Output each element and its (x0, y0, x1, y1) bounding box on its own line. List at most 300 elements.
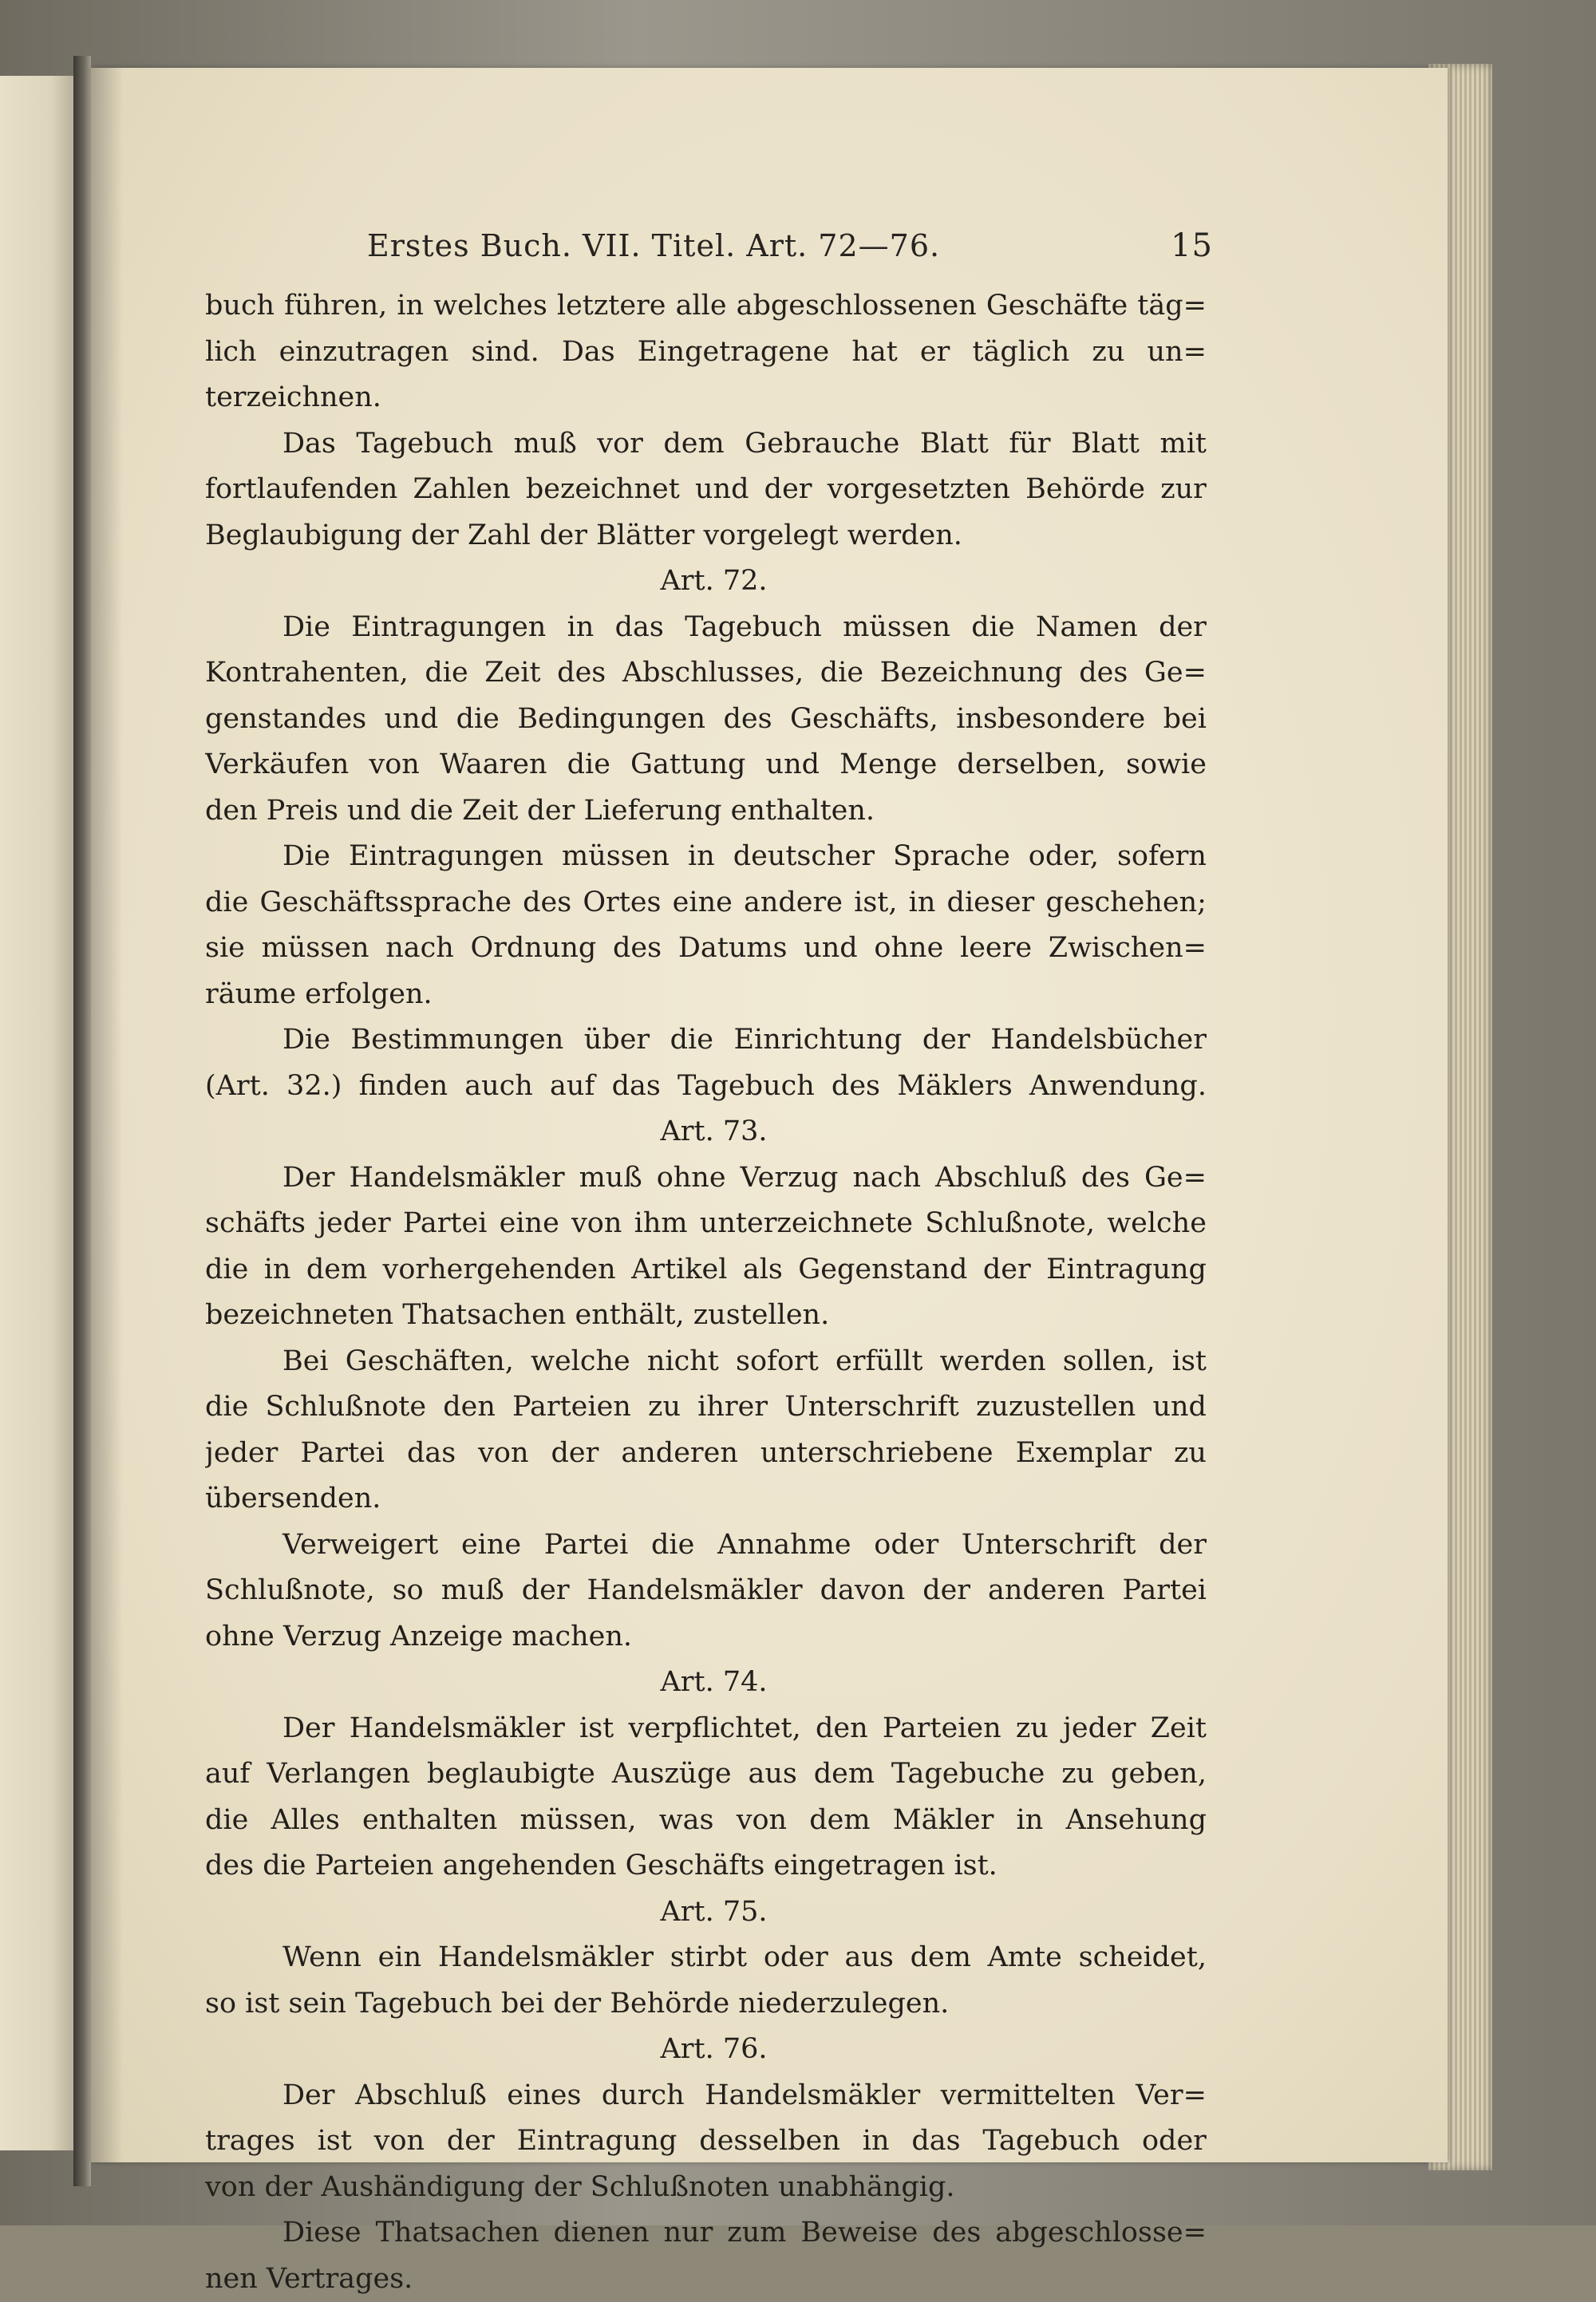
word: sie (205, 926, 245, 972)
word: erfüllt (836, 1339, 922, 1385)
word: Der (282, 1155, 335, 1202)
word: geschehen; (1045, 880, 1207, 926)
word: geben, (1111, 1751, 1207, 1798)
word: lich (205, 330, 257, 376)
word: des (1079, 650, 1128, 697)
word: Ge= (1144, 650, 1207, 697)
word: muß (514, 421, 577, 468)
word: Der (282, 1706, 335, 1752)
word: verpflichtet, (628, 1706, 800, 1752)
word: bezeichnet (526, 467, 680, 513)
word: er (920, 330, 950, 376)
word: sofort (736, 1339, 819, 1385)
word: zu (1092, 330, 1124, 376)
word: Zeit (484, 650, 540, 697)
word: zur (1160, 467, 1207, 513)
word: welche (531, 1339, 630, 1385)
word: Der (282, 2073, 335, 2119)
word: Bedingungen (517, 697, 705, 743)
text-line: übersenden. (205, 1476, 1207, 1522)
word: davon (820, 1568, 906, 1614)
word: Das (282, 421, 336, 468)
text-line: von der Aushändigung der Schlußnoten unabhängig. (205, 2165, 1207, 2211)
word: Kontrahenten, (205, 650, 409, 697)
word: ist (579, 1706, 614, 1752)
text-line (205, 1155, 1207, 1202)
word: als (743, 1247, 783, 1293)
word: Mäklers (897, 1064, 1013, 1110)
word: Ge= (1144, 1155, 1207, 1202)
word: nach (385, 926, 454, 972)
word: Datums (678, 926, 788, 972)
word: Bei (282, 1339, 329, 1385)
word: von (571, 1201, 622, 1247)
word: müssen (262, 926, 369, 972)
word: deutscher (733, 834, 875, 880)
word: in (1017, 1798, 1044, 1844)
word: fortlaufenden (205, 467, 397, 513)
word: muß (579, 1155, 642, 1202)
word: oder (764, 1935, 828, 1981)
text-line: nen Vertrages. (205, 2257, 1207, 2302)
word: einzutragen (279, 330, 449, 376)
word: Parteien (883, 1706, 1001, 1752)
word: ist, (854, 880, 897, 926)
word: der (1159, 605, 1207, 651)
word: Artikel (631, 1247, 727, 1293)
word: dem (809, 1798, 870, 1844)
word: Unterschrift (784, 1384, 959, 1431)
word: Auszüge (612, 1751, 732, 1798)
word: welche (1107, 1201, 1207, 1247)
text-line (205, 605, 1207, 651)
word: Wenn (282, 1935, 361, 1981)
word: in (909, 880, 936, 926)
text-line (205, 2118, 1207, 2165)
word: hat (851, 330, 897, 376)
word: durch (602, 2073, 685, 2119)
word: des (523, 880, 571, 926)
text-line (205, 1431, 1207, 1477)
word: Geschäftssprache (259, 880, 511, 926)
word: aus (845, 1935, 894, 1981)
word: sofern (1117, 834, 1207, 880)
word: ein (378, 1935, 421, 1981)
fold-shadow (91, 68, 123, 2162)
word: was (659, 1798, 714, 1844)
word: dem (911, 1935, 971, 1981)
text-line (205, 1751, 1207, 1798)
word: Eintragung (1046, 1247, 1207, 1293)
article-heading: Art. 74. (205, 1660, 1207, 1706)
word: Abschlusses, (622, 650, 804, 697)
word: werden (940, 1339, 1046, 1385)
word: dienen (554, 2210, 650, 2257)
word: dem (663, 421, 724, 468)
page-number: 15 (1171, 227, 1213, 264)
word: Tagebuch (356, 421, 493, 468)
word: die (205, 880, 248, 926)
body-text (205, 283, 1207, 2302)
word: Schlußnote, (925, 1201, 1095, 1247)
word: in (688, 834, 715, 880)
word: Tagebuch (982, 2118, 1120, 2165)
text-line (205, 1568, 1207, 1614)
word: des (557, 650, 606, 697)
word: der (922, 1017, 970, 1064)
word: schäfts (205, 1201, 306, 1247)
word: nicht (647, 1339, 719, 1385)
word: von (369, 742, 419, 788)
word: die (567, 742, 610, 788)
text-line (205, 330, 1207, 376)
word: in (264, 1247, 291, 1293)
word: in (863, 2118, 890, 2165)
word: zum (727, 2210, 786, 2257)
word: die (456, 697, 500, 743)
word: des (932, 2210, 981, 2257)
text-line (205, 421, 1207, 468)
word: müssen, (519, 1798, 636, 1844)
word: Parteien (512, 1384, 631, 1431)
word: und (766, 742, 820, 788)
word: scheidet, (1079, 1935, 1207, 1981)
word: Bezeichnung (880, 650, 1063, 697)
word: Verkäufen (205, 742, 349, 788)
text-line: ohne Verzug Anzeige machen. (205, 1614, 1207, 1660)
word: zu (1016, 1706, 1049, 1752)
word: vor (597, 421, 643, 468)
word: zuzustellen (976, 1384, 1136, 1431)
word: führen, (284, 283, 387, 330)
word: unterzeichnete (700, 1201, 913, 1247)
word: sowie (1126, 742, 1207, 788)
word: den (443, 1384, 496, 1431)
word: vorhergehenden (383, 1247, 616, 1293)
text-line (205, 1017, 1207, 1064)
word: von (478, 1431, 528, 1477)
word: Verzug (741, 1155, 839, 1202)
word: Partei (403, 1201, 488, 1247)
word: andere (744, 880, 843, 926)
word: oder (874, 1522, 938, 1569)
word: Zahlen (413, 467, 510, 513)
word: bei (1163, 697, 1207, 743)
word: zu (1174, 1431, 1207, 1477)
word: muß (441, 1568, 504, 1614)
word: ohne (657, 1155, 726, 1202)
word: Annahme (717, 1522, 851, 1569)
word: anderen (621, 1431, 738, 1477)
word: des (723, 697, 772, 743)
word: eine (673, 880, 733, 926)
word: alle (676, 283, 727, 330)
word: ihm (634, 1201, 688, 1247)
word: jeder (205, 1431, 278, 1477)
word: Die (282, 605, 330, 651)
text-line (205, 1706, 1207, 1752)
word: unterschriebene (760, 1431, 994, 1477)
word: Thatsachen (376, 2210, 539, 2257)
word: der (1159, 1522, 1207, 1569)
word: Ansehung (1065, 1798, 1207, 1844)
word: Sprache (893, 834, 1010, 880)
text-line (205, 1798, 1207, 1844)
word: der (551, 1431, 599, 1477)
word: leere (960, 926, 1032, 972)
word: und (1152, 1384, 1207, 1431)
word: Blatt (1071, 421, 1140, 468)
text-line (205, 467, 1207, 513)
word: oder (1142, 2118, 1207, 2165)
word: eine (461, 1522, 521, 1569)
text-line (205, 1935, 1207, 1981)
word: Namen (1036, 605, 1138, 651)
word: Handelsmäkler (705, 2073, 920, 2119)
word: Handelsmäkler (350, 1155, 565, 1202)
word: vermittelten (941, 2073, 1116, 2119)
text-line (205, 742, 1207, 788)
word: Ordnung (470, 926, 596, 972)
word: Partei (544, 1522, 629, 1569)
text-line (205, 880, 1207, 926)
word: Handelsbücher (990, 1017, 1207, 1064)
word: Blatt (920, 421, 989, 468)
word: mit (1160, 421, 1207, 468)
word: Eintragung (517, 2118, 678, 2165)
word: aus (748, 1751, 796, 1798)
word: die (651, 1522, 694, 1569)
word: Geschäfts, (790, 697, 938, 743)
word: die (205, 1384, 248, 1431)
text-line (205, 697, 1207, 743)
word: genstandes (205, 697, 366, 743)
word: Das (562, 330, 615, 376)
word: Die (282, 1017, 330, 1064)
word: von (737, 1798, 787, 1844)
text-line (205, 1522, 1207, 1569)
word: die (820, 650, 863, 697)
word: Diese (282, 2210, 361, 2257)
word: und (385, 697, 439, 743)
word: Geschäfte (986, 283, 1128, 330)
word: in (397, 283, 424, 330)
word: Behörde (1025, 467, 1145, 513)
word: Tagebuche (891, 1751, 1045, 1798)
word: ihrer (697, 1384, 768, 1431)
word: müssen (562, 834, 670, 880)
word: eines (507, 2073, 581, 2119)
word: der (522, 1568, 570, 1614)
text-line (205, 1384, 1207, 1431)
word: trages (205, 2118, 295, 2165)
book-gutter (73, 56, 91, 2186)
word: Exemplar (1016, 1431, 1152, 1477)
word: nach (852, 1155, 921, 1202)
word: von (374, 2118, 425, 2165)
word: der (922, 1568, 970, 1614)
word: des (613, 926, 662, 972)
word: anderen (988, 1568, 1105, 1614)
word: sollen, (1063, 1339, 1156, 1385)
word: buch (205, 283, 275, 330)
word: Einrichtung (733, 1017, 902, 1064)
word: Gegenstand (798, 1247, 967, 1293)
word: vorgesetzten (828, 467, 1010, 513)
word: abgeschlosse= (995, 2210, 1207, 2257)
text-line: des die Parteien angehenden Geschäfts eingetragen ist. (205, 1843, 1207, 1889)
text-line (205, 834, 1207, 880)
word: enthalten (362, 1798, 497, 1844)
word: der (983, 1247, 1031, 1293)
word: derselben, (957, 742, 1106, 788)
word: jeder (1063, 1706, 1136, 1752)
text-line (205, 283, 1207, 330)
word: Handelsmäkler (438, 1935, 654, 1981)
word: Mäkler (893, 1798, 994, 1844)
word: die (205, 1247, 248, 1293)
word: und (695, 467, 749, 513)
article-heading: Art. 75. (205, 1889, 1207, 1936)
article-heading: Art. 76. (205, 2027, 1207, 2073)
word: auf (550, 1064, 595, 1110)
running-header (367, 222, 1213, 270)
word: abgeschlossenen (737, 283, 977, 330)
word: un= (1148, 330, 1207, 376)
word: Tagebuch (678, 1064, 815, 1110)
word: Geschäften, (346, 1339, 514, 1385)
article-heading: Art. 72. (205, 559, 1207, 605)
word: dem (814, 1751, 875, 1798)
word: des (832, 1064, 880, 1110)
word: Verlangen (267, 1751, 410, 1798)
article-heading: Art. 73. (205, 1109, 1207, 1155)
text-line: den Preis und die Zeit der Lieferung enthalten. (205, 788, 1207, 835)
word: Eintragungen (349, 834, 543, 880)
word: in (567, 605, 595, 651)
text-line: so ist sein Tagebuch bei der Behörde niederzulegen. (205, 1981, 1207, 2028)
word: insbesondere (956, 697, 1145, 743)
word: müssen (843, 605, 950, 651)
word: der (447, 2118, 495, 2165)
text-line: terzeichnen. (205, 375, 1207, 421)
text-line (205, 1339, 1207, 1385)
word: 32.) (286, 1064, 342, 1110)
word: Schlußnote (265, 1384, 426, 1431)
left-page-edge (0, 76, 76, 2150)
text-line: bezeichneten Thatsachen enthält, zustellen. (205, 1293, 1207, 1339)
word: Handelsmäkler (350, 1706, 565, 1752)
word: welches (433, 283, 547, 330)
text-line: Beglaubigung der Zahl der Blätter vorgelegt werden. (205, 513, 1207, 559)
word: Handelsmäkler (587, 1568, 803, 1614)
word: für (1009, 421, 1050, 468)
word: täglich (972, 330, 1069, 376)
word: Beweise (800, 2210, 918, 2257)
word: eine (500, 1201, 559, 1247)
word: täg= (1137, 283, 1207, 330)
running-title: Erstes Buch. VII. Titel. Art. 72—76. (367, 228, 940, 263)
word: auch (464, 1064, 533, 1110)
word: (Art. (205, 1064, 270, 1110)
word: nur (664, 2210, 713, 2257)
text-line: räume erfolgen. (205, 972, 1207, 1018)
word: desselben (699, 2118, 840, 2165)
word: oder, (1029, 834, 1099, 880)
text-line (205, 926, 1207, 972)
word: das (612, 1064, 661, 1110)
word: Bestimmungen (350, 1017, 563, 1064)
word: Tagebuch (685, 605, 822, 651)
word: Partei (300, 1431, 385, 1477)
word: Abschluß (935, 1155, 1067, 1202)
word: den (816, 1706, 868, 1752)
word: letztere (557, 283, 666, 330)
word: Waaren (440, 742, 547, 788)
word: zu (648, 1384, 681, 1431)
word: Partei (1122, 1568, 1207, 1614)
word: Schlußnote, (205, 1568, 375, 1614)
word: Gattung (630, 742, 745, 788)
word: Verweigert (282, 1522, 438, 1569)
word: so (393, 1568, 424, 1614)
word: dieser (947, 880, 1035, 926)
word: Gebrauche (745, 421, 899, 468)
word: finden (359, 1064, 448, 1110)
word: stirbt (670, 1935, 747, 1981)
word: über (584, 1017, 650, 1064)
word: Alles (271, 1798, 340, 1844)
word: ohne (874, 926, 943, 972)
word: die (971, 605, 1014, 651)
word: Anwendung. (1029, 1064, 1207, 1110)
word: jeder (318, 1201, 390, 1247)
word: Zwischen= (1049, 926, 1207, 972)
word: die (425, 650, 468, 697)
word: ist (1172, 1339, 1207, 1385)
word: das (407, 1431, 456, 1477)
word: Die (282, 834, 330, 880)
word: der (764, 467, 812, 513)
word: die (205, 1798, 248, 1844)
text-line (205, 2073, 1207, 2119)
word: Ver= (1136, 2073, 1207, 2119)
text-line (205, 650, 1207, 697)
word: Menge (839, 742, 937, 788)
word: auf (205, 1751, 250, 1798)
word: zu (1061, 1751, 1094, 1798)
word: dem (306, 1247, 367, 1293)
word: das (615, 605, 664, 651)
text-line (205, 2210, 1207, 2257)
text-line (205, 1201, 1207, 1247)
word: Abschluß (355, 2073, 487, 2119)
word: des (1081, 1155, 1130, 1202)
word: Eintragungen (351, 605, 546, 651)
word: das (911, 2118, 960, 2165)
word: Eingetragene (638, 330, 829, 376)
word: die (670, 1017, 713, 1064)
word: Ortes (583, 880, 661, 926)
word: Unterschrift (962, 1522, 1136, 1569)
word: ist (318, 2118, 352, 2165)
word: sind. (471, 330, 539, 376)
text-line (205, 1064, 1207, 1110)
word: Zeit (1151, 1706, 1207, 1752)
word: beglaubigte (427, 1751, 595, 1798)
text-line (205, 1247, 1207, 1293)
word: und (804, 926, 858, 972)
